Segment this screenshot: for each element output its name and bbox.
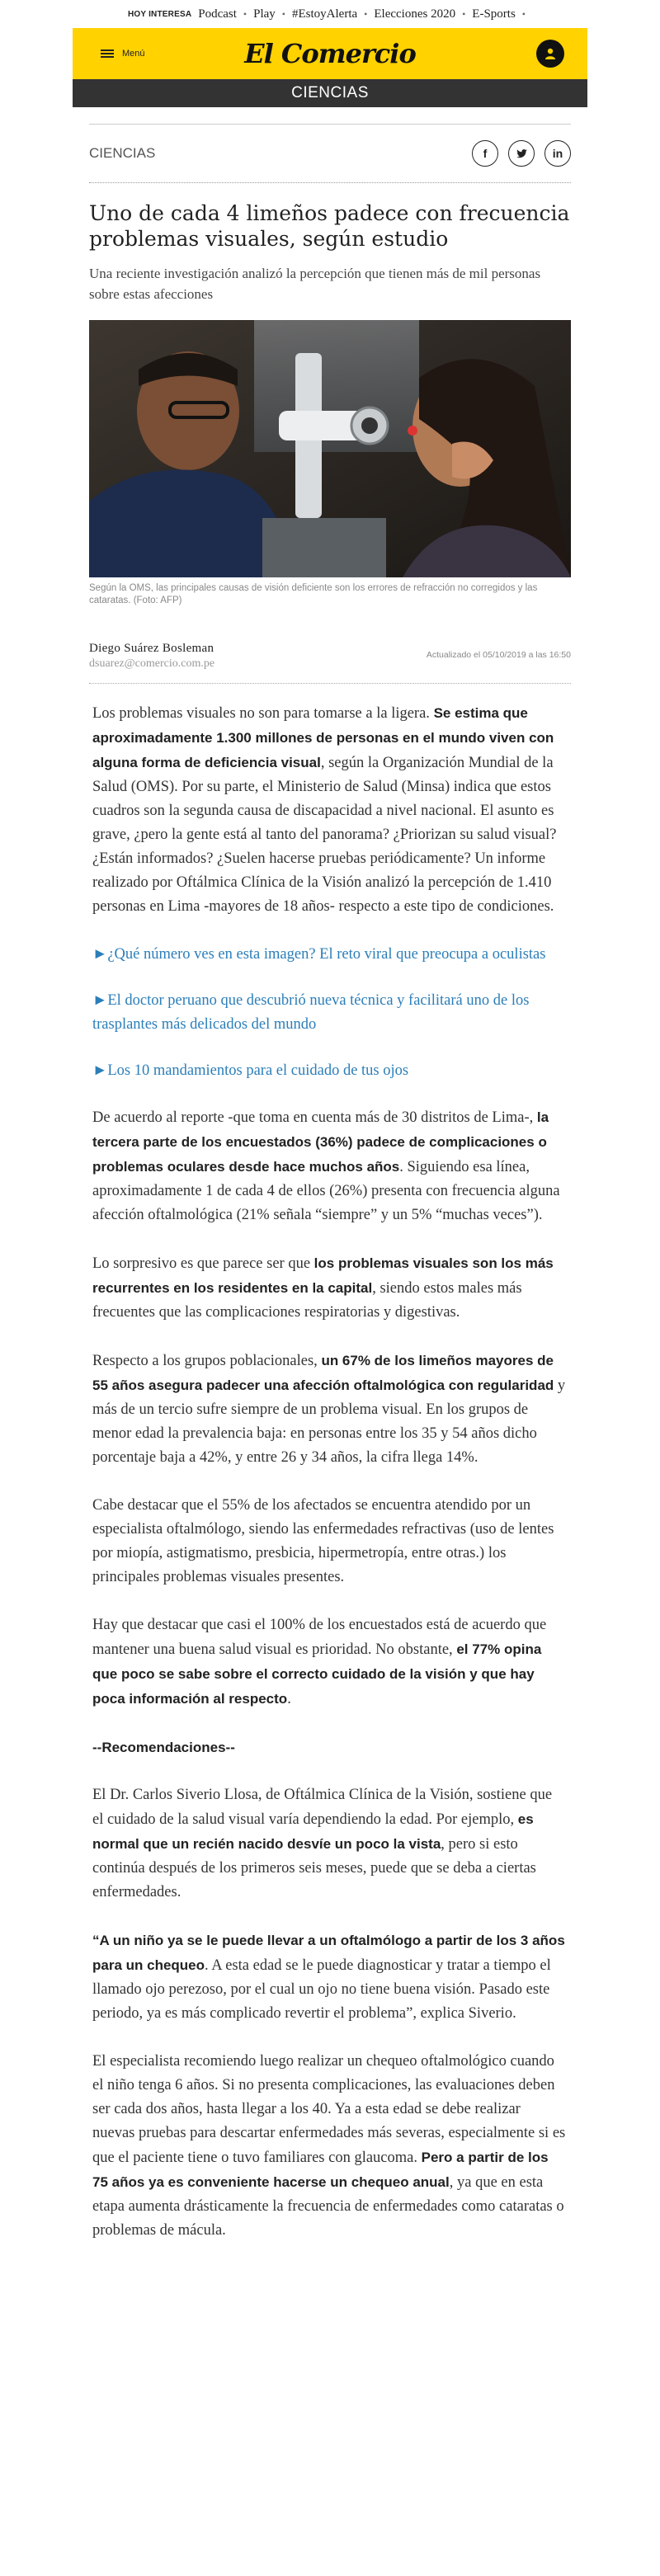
user-icon [544, 47, 557, 60]
paragraph: “A un niño ya se le puede llevar a un oftalmólogo a partir de los 3 años para un chequeo. A esta edad se le puede diagnosticar y tratar a tiempo el llamado ojo perezoso, por el cual un ojo no tiene buena visión. Pasado este periodo, ya es más complicado revertir el problema”, explica Siverio. [92, 1933, 565, 2022]
separator-dot: • [521, 7, 526, 20]
separator-dot: • [462, 7, 466, 20]
section-banner[interactable]: CIENCIAS [73, 79, 587, 107]
article-subtitle: Una reciente investigación analizó la percepción que tienen más de mil personas sobre estas afecciones [89, 266, 541, 302]
linkedin-icon[interactable]: in [544, 140, 571, 167]
photo-caption: Según la OMS, las principales causas de visión deficiente son los errores de refracción no corregidos y las cataratas. (Foto: AFP) [89, 583, 538, 605]
topnav-elecciones[interactable]: Elecciones 2020 [374, 7, 456, 21]
article-title: Uno de cada 4 limeños padece con frecuencia problemas visuales, según estudio [89, 201, 570, 251]
paragraph: Hay que destacar que casi el 100% de los encuestados está de acuerdo que mantener una buena salud visual es prioridad. No obstante, el 77% opina que poco se sabe sobre el correcto cuidado de la visión y que hay poca información al respecto. [92, 1617, 547, 1707]
related-link[interactable]: ►Los 10 mandamientos para el cuidado de tus ojos [92, 1062, 409, 1079]
paragraph: Respecto a los grupos poblacionales, un 67% de los limeños mayores de 55 años asegura padecer una afección oftalmológica con regularidad y más de un tercio sufre siempre de un problema visual. En los grupos de menor edad la prevalencia baja: en personas entre los 35 y 54 años dicho porcentaje baja a 42%, y entre 26 y 34 años, la cifra llega 14%. [92, 1353, 566, 1466]
top-navigation [0, 0, 660, 28]
hamburger-icon [101, 49, 114, 58]
author-email[interactable]: dsuarez@comercio.com.pe [89, 657, 215, 670]
paragraph: Los problemas visuales no son para tomarse a la ligera. Se estima que aproximadamente 1.300 millones de personas en el mundo viven con alguna forma de deficiencia visual, según la Organización Mundial de la Salud (OMS). Por su parte, el Ministerio de Salud (Minsa) indica que estos cuadros son la segunda causa de discapacidad a nivel nacional. El asunto es grave, ¿pero la gente está al tanto del panorama? ¿Priorizan su salud visual? ¿Están informados? ¿Suelen hacerse pruebas periódicamente? Un informe realizado por Oftálmica Clínica de la Visión analizó la percepción de 1.410 personas en Lima -mayores de 18 años- respecto a este tipo de condiciones. [92, 705, 557, 915]
paragraph: De acuerdo al reporte -que toma en cuenta más de 30 distritos de Lima-, la tercera parte de los encuestados (36%) padece de complicaciones o problemas oculares desde hace muchos años. Siguiendo esa línea, aproximadamente 1 de cada 4 de ellos (26%) presenta con frecuencia alguna afección oftalmológica (21% señala “siempre” y un 5% “muchas veces”). [92, 1109, 560, 1223]
section-subheading: --Recomendaciones-- [92, 1740, 235, 1755]
paragraph: El especialista recomiendo luego realizar un chequeo oftalmológico cuando el niño tenga 6 años. Si no presenta complicaciones, las evaluaciones deben ser cada dos años, hasta llegar a los 40. Ya a esta edad se debe realizar nuevas pruebas para descartar enfermedades más severas, especialmente si es que el paciente tiene o tuvo familiares con glaucoma. Pero a partir de los 75 años ya es conveniente hacerse un chequeo anual, ya que en esta etapa aumenta drásticamente la frecuencia de enfermedades como cataratas o problemas de mácula. [92, 2053, 566, 2239]
category-bar [89, 124, 571, 183]
twitter-icon[interactable] [508, 140, 535, 167]
topnav-podcast[interactable]: Podcast [198, 7, 237, 21]
related-link[interactable]: ►¿Qué número ves en esta imagen? El reto viral que preocupa a oculistas [92, 946, 546, 963]
facebook-icon[interactable]: f [472, 140, 498, 167]
site-logo[interactable]: El Comercio [244, 38, 416, 69]
article-photo [89, 320, 571, 577]
article-header [89, 198, 571, 304]
menu-button[interactable] [101, 49, 145, 59]
paragraph: El Dr. Carlos Siverio Llosa, de Oftálmica Clínica de la Visión, sostiene que el cuidado de la salud visual varía dependiendo la edad. Por ejemplo, es normal que un recién nacido desvíe un poco la vista, pero si esto continúa después de los primeros seis meses, puede que se deba a ciertas enfermedades. [92, 1787, 553, 1900]
updated-timestamp: Actualizado el 05/10/2019 a las 16:50 [426, 650, 571, 660]
article-category[interactable]: CIENCIAS [89, 145, 156, 161]
user-account-button[interactable] [536, 40, 564, 68]
social-share [472, 140, 571, 167]
related-link[interactable]: ►El doctor peruano que descubrió nueva técnica y facilitará uno de los trasplantes más delicados del mundo [92, 992, 530, 1033]
hoy-interesa-label: HOY INTERESA [128, 9, 192, 19]
separator-dot: • [364, 7, 368, 20]
byline [89, 642, 571, 671]
eye-exam-photo [89, 320, 571, 577]
topnav-esports[interactable]: E-Sports [472, 7, 516, 21]
menu-label: Menú [122, 49, 145, 59]
topnav-play[interactable]: Play [253, 7, 276, 21]
article-body [92, 701, 566, 2267]
paragraph: Cabe destacar que el 55% de los afectados se encuentra atendido por un especialista oftalmólogo, siendo las enfermedades refractivas (uso de lentes por miopía, astigmatismo, presbicia, hipermetropía, entre otras.) los principales problemas visuales presentes. [92, 1497, 554, 1585]
byline-divider [89, 683, 571, 684]
brand-header [73, 28, 587, 79]
separator-dot: • [243, 7, 248, 20]
topnav-estoyalerta[interactable]: #EstoyAlerta [292, 7, 358, 21]
separator-dot: • [281, 7, 285, 20]
author-name[interactable]: Diego Suárez Bosleman [89, 642, 214, 655]
paragraph: Lo sorpresivo es que parece ser que los problemas visuales son los más recurrentes en los residentes en la capital, siendo estos males más frecuentes que las complicaciones respiratorias y digestivas. [92, 1255, 554, 1321]
